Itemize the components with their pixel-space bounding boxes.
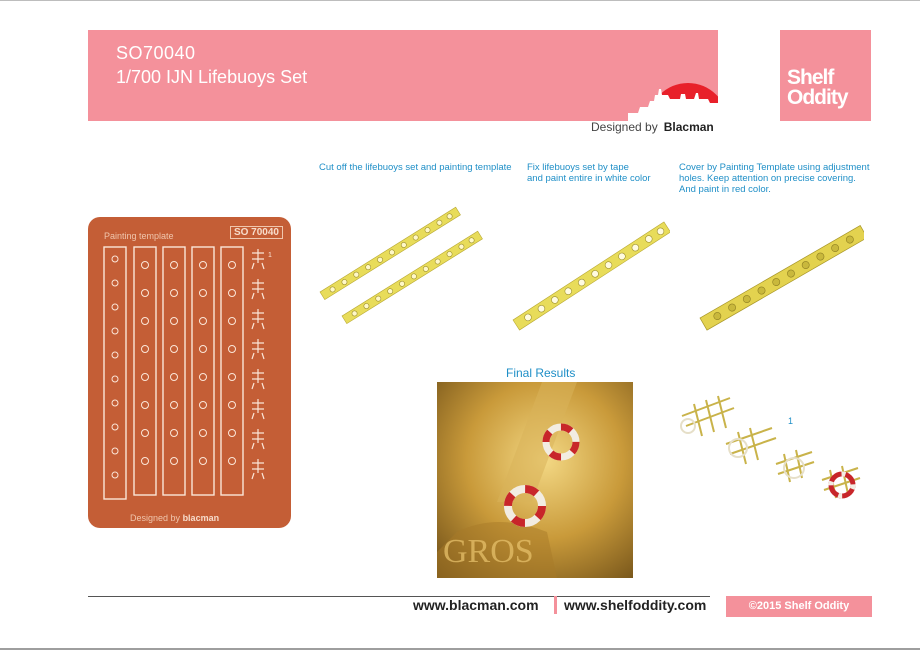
product-title: 1/700 IJN Lifebuoys Set [116,67,308,87]
step-1-strips-illustration [312,200,492,330]
fret-code: SO 70040 [230,226,283,239]
designed-by-label: Designed by [591,120,658,134]
blacman-website-link[interactable]: www.blacman.com [413,597,539,613]
fret-designed-brand: blacman [182,513,220,523]
etched-fret-image [88,217,291,528]
product-code: SO70040 [116,43,196,63]
fret-parts-illustration [100,243,290,503]
fret-designed-by [130,513,219,523]
step-3-line-1: Cover by Painting Template using adjustment [679,162,870,173]
step-2-strip-illustration [505,208,670,333]
step-3-line-2: holes. Keep attention on precise covering. [679,173,856,184]
rising-sun-ship-icon [628,61,718,121]
step-1-text [319,162,512,173]
assembled-racks-illustration [672,390,867,512]
shelf-oddity-logo [780,30,871,121]
step-2-text [527,162,651,184]
step-1-line-1: Cut off the lifebuoys set and painting template [319,162,512,173]
footer-separator [554,596,557,614]
step-2-line-2: and paint entire in white color [527,173,651,184]
final-results-photo [437,382,633,578]
shelfoddity-website-link[interactable]: www.shelfoddity.com [564,597,707,613]
fret-designed-prefix: Designed by [130,513,181,523]
logo-line2: Oddity [787,86,848,109]
logo-line1: Shelf [787,66,834,89]
designed-by [591,120,714,134]
designer-name: Blacman [663,120,714,134]
copyright-badge: ©2015 Shelf Oddity [726,596,872,617]
fret-part-number: 1 [268,252,272,259]
step-3-text [679,162,869,195]
top-border [0,0,920,1]
diagram-number: 1 [788,416,794,426]
fret-label: Painting template [104,231,174,241]
step-3-template-illustration [694,208,864,333]
step-2-line-1: Fix lifebuoys set by tape [527,162,629,173]
final-results-label: Final Results [506,366,576,380]
svg-text:GROS: GROS [443,533,534,570]
step-3-line-3: And paint in red color. [679,184,771,195]
header-banner [88,30,718,121]
